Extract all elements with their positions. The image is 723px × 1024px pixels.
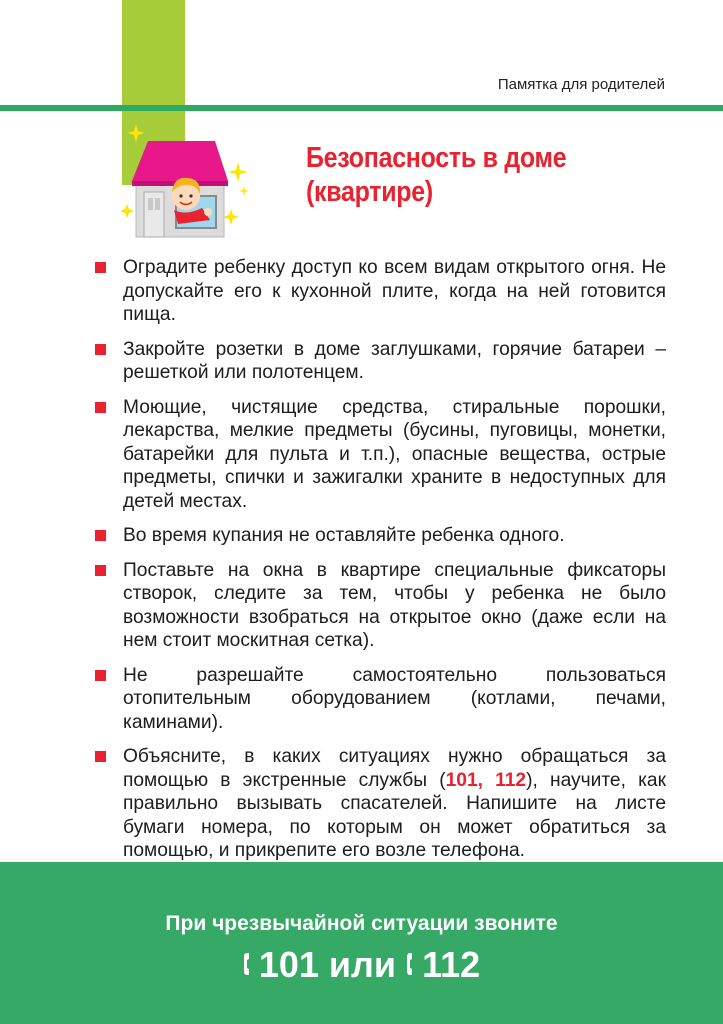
document-caption: Памятка для родителей bbox=[497, 76, 665, 93]
list-item bbox=[94, 664, 666, 735]
footer-numbers bbox=[0, 944, 723, 986]
phone-icon bbox=[406, 952, 420, 976]
emergency-numbers: 101, 112 bbox=[445, 769, 527, 791]
emergency-footer bbox=[0, 862, 723, 1024]
phone-icon bbox=[243, 952, 257, 976]
list-item bbox=[94, 559, 666, 653]
emergency-number-2: 112 bbox=[422, 944, 481, 985]
list-item bbox=[94, 524, 666, 548]
list-item bbox=[94, 338, 666, 385]
safety-tips-list bbox=[94, 256, 666, 874]
house-illustration bbox=[118, 124, 253, 239]
square-bullet-icon bbox=[95, 530, 106, 541]
list-item-text: Моющие, чистящие средства, стиральные порошки, лекарства, мелкие предметы (бусины, пуговицы, монетки, батарейки для пульта и т.п.), опасные вещества, острые предметы, спички и зажигалки храните в недоступных для детей местах. bbox=[123, 396, 666, 512]
title-line-1: Безопасность в доме bbox=[306, 142, 567, 174]
square-bullet-icon bbox=[95, 670, 106, 681]
list-item bbox=[94, 396, 666, 514]
list-item-text: Оградите ребенку доступ ко всем видам открытого огня. Не допускайте его к кухонной плите, когда на ней готовится пища. bbox=[123, 257, 666, 325]
list-item-text: Поставьте на окна в квартире специальные фиксаторы створок, следите за тем, чтобы у ребенка не было возможности взобраться на открытое окно (даже если на нем стоит москитная сетка). bbox=[123, 559, 666, 651]
list-item bbox=[94, 745, 666, 863]
title-line-2: (квартире) bbox=[306, 176, 433, 208]
footer-call-text: При чрезвычайной ситуации звоните bbox=[165, 912, 558, 935]
list-item-text: Во время купания не оставляйте ребенка одного. bbox=[123, 525, 565, 546]
text-segment: ), научите, как правильно вызывать спасателей. Напишите на листе бумаги номера, по которым он может обратиться за помощью, и прикрепите его возле телефона. bbox=[123, 769, 666, 861]
square-bullet-icon bbox=[95, 751, 106, 762]
square-bullet-icon bbox=[95, 402, 106, 413]
list-item-text: Не разрешайте самостоятельно пользоваться отопительным оборудованием (котлами, печами, каминами). bbox=[123, 664, 666, 733]
emergency-number-1: 101 bbox=[258, 944, 319, 985]
square-bullet-icon bbox=[95, 344, 106, 355]
list-item bbox=[94, 256, 666, 327]
page-title bbox=[306, 141, 633, 209]
header-divider bbox=[0, 105, 723, 111]
text-segment: Объясните, в каких ситуациях нужно обращаться за помощью в экстренные службы ( bbox=[123, 746, 666, 791]
list-item-text: Закройте розетки в доме заглушками, горячие батареи – решеткой или полотенцем. bbox=[123, 338, 666, 383]
list-item-text bbox=[123, 745, 666, 863]
square-bullet-icon bbox=[95, 262, 106, 273]
footer-connector: или bbox=[328, 944, 397, 985]
square-bullet-icon bbox=[95, 565, 106, 576]
